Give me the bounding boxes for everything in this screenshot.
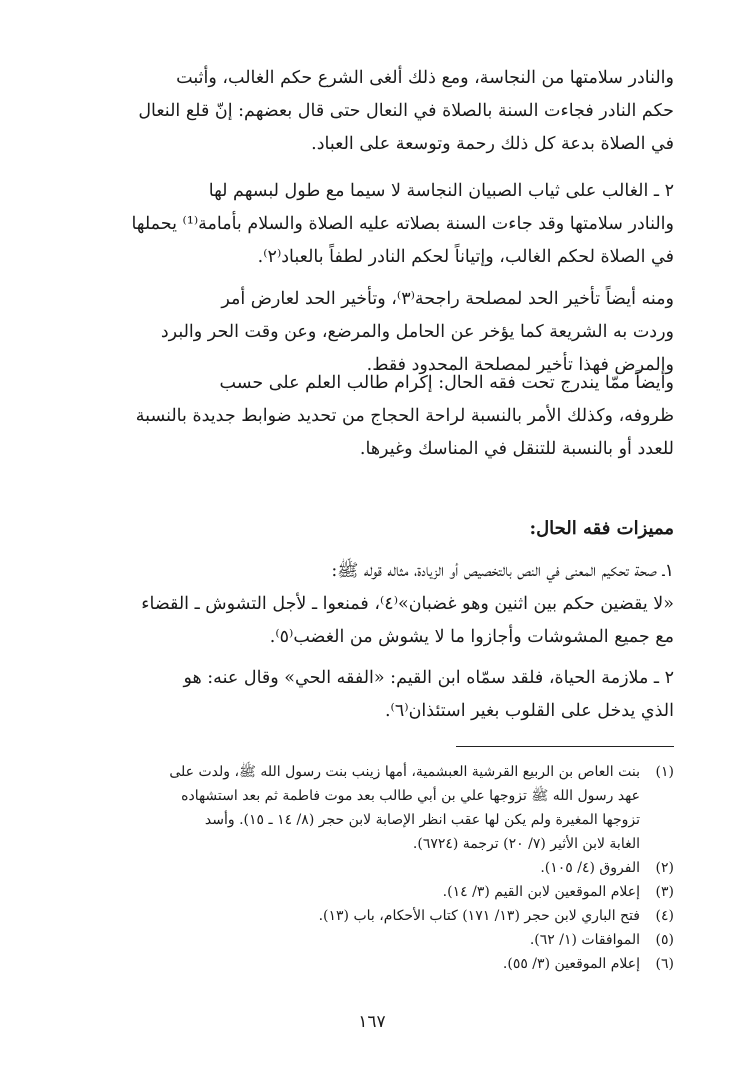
- footnote-number: (٢): [655, 860, 674, 876]
- footnote-3: [70, 880, 674, 904]
- footnote-line: الغابة لابن الأثير (٧/ ٢٠) ترجمة (٦٧٢٤).: [412, 836, 640, 852]
- footnote-number: (٣): [655, 884, 674, 900]
- text-line: «لا يقضين حكم بين اثنين وهو غضبان»⁽٤⁾، فمنعوا ـ لأجل التشوش ـ القضاء: [141, 594, 674, 614]
- footnotes: [70, 760, 674, 976]
- text-line: ٢ ـ الغالب على ثياب الصبيان النجاسة لا سيما مع طول لبسهم لها: [208, 181, 674, 201]
- text-line: ظروفه، وكذلك الأمر بالنسبة لراحة الحجاج من تحديد ضوابط جديدة بالنسبة: [135, 406, 674, 426]
- section-heading: مميزات فقه الحال:: [529, 518, 674, 539]
- footnote-line: [70, 880, 674, 904]
- paragraph-1: [70, 62, 674, 161]
- footnote-line: [70, 856, 674, 880]
- text-line: ١ـ صحة تحكيم المعنى في النص بالتخصيص أو الزيادة، مثاله قوله ﷺ:: [331, 561, 674, 581]
- footnote-line: [70, 952, 674, 976]
- text-line: وردت به الشريعة كما يؤخر عن الحامل والمرضع، وعن وقت الحر والبرد: [160, 322, 674, 342]
- footnote-text: الفروق (٤/ ١٠٥).: [540, 860, 640, 876]
- text-line: في الصلاة بدعة كل ذلك رحمة وتوسعة على العباد.: [311, 134, 674, 154]
- footnote-1: [70, 760, 674, 856]
- footnote-line: عهد رسول الله ﷺ تزوجها علي بن أبي طالب بعد موت فاطمة ثم بعد استشهاده: [181, 788, 640, 804]
- page-number: ١٦٧: [358, 1012, 386, 1032]
- text-line: في الصلاة لحكم الغالب، وإتياناً لحكم النادر لطفاً بالعباد⁽٢⁾.: [257, 247, 674, 267]
- paragraph-2: [70, 175, 674, 274]
- text-line: الذي يدخل على القلوب بغير استئذان⁽٦⁾.: [384, 701, 674, 721]
- footnote-4: [70, 904, 674, 928]
- text-line: مع جميع المشوشات وأجازوا ما لا يشوش من الغضب⁽٥⁾.: [269, 627, 674, 647]
- footnote-number: (٦): [655, 956, 674, 972]
- footnote-text: فتح الباري لابن حجر (١٣/ ١٧١) كتاب الأحكام، باب (١٣).: [318, 908, 640, 924]
- paragraph-6: [70, 662, 674, 728]
- footnote-line: [70, 928, 674, 952]
- footnote-5: [70, 928, 674, 952]
- text-line: حكم النادر فجاءت السنة بالصلاة في النعال حتى قال بعضهم: إنّ قلع النعال: [138, 101, 674, 121]
- paragraph-5: [70, 555, 674, 654]
- text-line: ومنه أيضاً تأخير الحد لمصلحة راجحة⁽٣⁾، وتأخير الحد لعارض أمر: [221, 289, 674, 309]
- footnote-line: [70, 904, 674, 928]
- footnote-text: إعلام الموقعين لابن القيم (٣/ ١٤).: [442, 884, 640, 900]
- footnote-number: (٥): [655, 932, 674, 948]
- text-line: والنادر سلامتها من النجاسة، ومع ذلك ألغى الشرع حكم الغالب، وأثبت: [176, 68, 674, 88]
- footnote-text: بنت العاص بن الربيع القرشية العبشمية، أمها زينب بنت رسول الله ﷺ، ولدت على: [169, 764, 640, 780]
- footnote-line: تزوجها المغيرة ولم يكن لها عقب انظر الإصابة لابن حجر (٨/ ١٤ ـ ١٥). وأسد: [204, 812, 640, 828]
- footnote-line: [70, 760, 674, 784]
- text-line: والنادر سلامتها وقد جاءت السنة بصلاته عليه الصلاة والسلام بأمامة⁽¹⁾ يحملها: [131, 214, 674, 234]
- text-line: وأيضاً ممّا يندرج تحت فقه الحال: إكرام طالب العلم على حسب: [219, 373, 674, 393]
- footnote-text: الموافقات (١/ ٦٢).: [529, 932, 640, 948]
- book-page: [70, 0, 674, 1088]
- text-line: للعدد أو بالنسبة للتنقل في المناسك وغيرها.: [359, 439, 674, 459]
- footnote-number: (١): [655, 764, 674, 780]
- paragraph-4: [70, 367, 674, 466]
- text-line: ٢ ـ ملازمة الحياة، فلقد سمّاه ابن القيم: «الفقه الحي» وقال عنه: هو: [183, 668, 674, 688]
- footnote-separator: [456, 746, 674, 747]
- footnote-6: [70, 952, 674, 976]
- footnote-text: إعلام الموقعين (٣/ ٥٥).: [502, 956, 640, 972]
- footnote-number: (٤): [655, 908, 674, 924]
- footnote-2: [70, 856, 674, 880]
- text-line: والمرض فهذا تأخير لمصلحة المحدود فقط.: [366, 355, 674, 375]
